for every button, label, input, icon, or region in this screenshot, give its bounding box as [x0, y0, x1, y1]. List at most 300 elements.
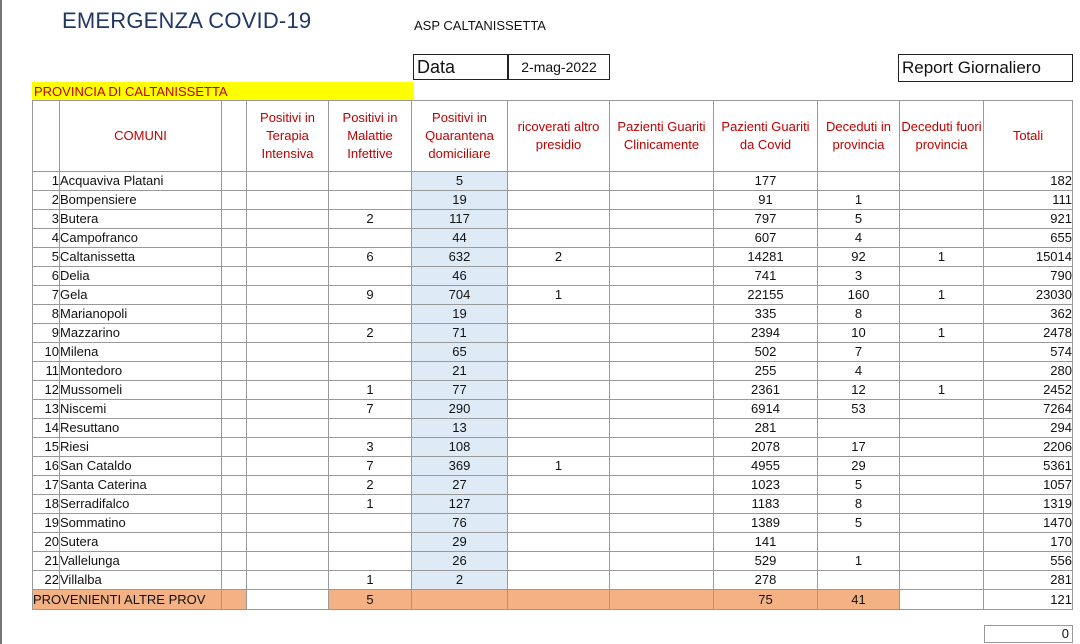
row-quarantena: 290	[412, 400, 508, 419]
row-deceduti-fuori	[900, 476, 984, 495]
row-terapia	[247, 533, 329, 552]
row-terapia	[247, 438, 329, 457]
row-guariti-clin	[610, 438, 714, 457]
row-totali: 790	[984, 267, 1073, 286]
row-quarantena: 127	[412, 495, 508, 514]
row-guariti-clin	[610, 552, 714, 571]
row-guariti-covid: 2394	[714, 324, 818, 343]
row-comune: Sutera	[60, 533, 222, 552]
row-malattie: 1	[329, 571, 412, 590]
row-spacer	[222, 438, 247, 457]
row-deceduti-in	[818, 419, 900, 438]
row-quarantena: 117	[412, 210, 508, 229]
date-label: Data	[413, 54, 508, 80]
row-deceduti-in: 1	[818, 191, 900, 210]
row-malattie	[329, 305, 412, 324]
provenienti-deceduti-fuori	[900, 590, 984, 610]
provenienti-spacer	[222, 590, 247, 610]
row-ricoverati	[508, 324, 610, 343]
row-quarantena: 632	[412, 248, 508, 267]
table-row	[33, 533, 1073, 552]
province-label: PROVINCIA DI CALTANISSETTA	[32, 82, 414, 100]
row-ricoverati	[508, 362, 610, 381]
row-spacer	[222, 267, 247, 286]
row-index: 17	[33, 476, 60, 495]
row-terapia	[247, 286, 329, 305]
row-terapia	[247, 248, 329, 267]
header-ricoverati: ricoverati altro presidio	[508, 101, 610, 172]
row-guariti-covid: 2361	[714, 381, 818, 400]
header-spacer	[222, 101, 247, 172]
row-guariti-clin	[610, 324, 714, 343]
row-guariti-covid: 1389	[714, 514, 818, 533]
row-deceduti-in	[818, 172, 900, 191]
row-deceduti-fuori: 1	[900, 324, 984, 343]
row-index: 20	[33, 533, 60, 552]
row-quarantena: 71	[412, 324, 508, 343]
row-malattie	[329, 419, 412, 438]
row-deceduti-fuori	[900, 457, 984, 476]
row-comune: Bompensiere	[60, 191, 222, 210]
row-malattie	[329, 362, 412, 381]
row-guariti-clin	[610, 172, 714, 191]
row-spacer	[222, 381, 247, 400]
row-spacer	[222, 324, 247, 343]
row-quarantena: 2	[412, 571, 508, 590]
row-malattie: 6	[329, 248, 412, 267]
row-comune: Butera	[60, 210, 222, 229]
table-row	[33, 362, 1073, 381]
row-totali: 170	[984, 533, 1073, 552]
row-deceduti-fuori	[900, 400, 984, 419]
row-totali: 362	[984, 305, 1073, 324]
header-row	[33, 101, 1073, 172]
table-row	[33, 381, 1073, 400]
row-deceduti-in: 29	[818, 457, 900, 476]
row-comune: Mazzarino	[60, 324, 222, 343]
row-guariti-clin	[610, 495, 714, 514]
row-index: 16	[33, 457, 60, 476]
row-totali: 921	[984, 210, 1073, 229]
row-deceduti-fuori	[900, 305, 984, 324]
row-totali: 281	[984, 571, 1073, 590]
row-quarantena: 29	[412, 533, 508, 552]
header-comuni: COMUNI	[60, 101, 222, 172]
row-deceduti-in: 10	[818, 324, 900, 343]
header-malattie: Positivi in Malattie Infettive	[329, 101, 412, 172]
row-spacer	[222, 476, 247, 495]
row-guariti-covid: 741	[714, 267, 818, 286]
table-row	[33, 305, 1073, 324]
row-index: 6	[33, 267, 60, 286]
table-row	[33, 248, 1073, 267]
row-terapia	[247, 191, 329, 210]
row-comune: Acquaviva Platani	[60, 172, 222, 191]
row-spacer	[222, 305, 247, 324]
header-totali: Totali	[984, 101, 1073, 172]
header-index-cell	[33, 101, 60, 172]
row-comune: San Cataldo	[60, 457, 222, 476]
date-value: 2-mag-2022	[508, 54, 610, 80]
row-deceduti-fuori	[900, 172, 984, 191]
row-terapia	[247, 400, 329, 419]
row-guariti-covid: 2078	[714, 438, 818, 457]
row-spacer	[222, 210, 247, 229]
row-spacer	[222, 457, 247, 476]
provenienti-ricoverati	[508, 590, 610, 610]
row-index: 21	[33, 552, 60, 571]
row-index: 22	[33, 571, 60, 590]
row-terapia	[247, 229, 329, 248]
header-quarantena: Positivi in Quarantena domiciliare	[412, 101, 508, 172]
row-ricoverati: 1	[508, 286, 610, 305]
row-comune: Serradifalco	[60, 495, 222, 514]
row-totali: 556	[984, 552, 1073, 571]
row-malattie: 1	[329, 381, 412, 400]
row-guariti-covid: 502	[714, 343, 818, 362]
row-malattie	[329, 191, 412, 210]
provenienti-deceduti-in: 41	[818, 590, 900, 610]
row-comune: Niscemi	[60, 400, 222, 419]
row-quarantena: 26	[412, 552, 508, 571]
table-row	[33, 210, 1073, 229]
row-malattie	[329, 229, 412, 248]
row-deceduti-fuori	[900, 419, 984, 438]
row-index: 4	[33, 229, 60, 248]
row-index: 3	[33, 210, 60, 229]
header-guariti-covid: Pazienti Guariti da Covid	[714, 101, 818, 172]
row-deceduti-fuori	[900, 229, 984, 248]
row-terapia	[247, 381, 329, 400]
table-row	[33, 400, 1073, 419]
row-ricoverati	[508, 438, 610, 457]
header-deceduti-fuori: Deceduti fuori provincia	[900, 101, 984, 172]
row-ricoverati	[508, 495, 610, 514]
row-guariti-covid: 141	[714, 533, 818, 552]
row-deceduti-fuori	[900, 533, 984, 552]
row-terapia	[247, 324, 329, 343]
row-spacer	[222, 419, 247, 438]
row-quarantena: 108	[412, 438, 508, 457]
provenienti-row	[33, 590, 1073, 610]
row-terapia	[247, 362, 329, 381]
row-comune: Santa Caterina	[60, 476, 222, 495]
left-border	[0, 0, 2, 644]
row-comune: Mussomeli	[60, 381, 222, 400]
row-comune: Gela	[60, 286, 222, 305]
row-index: 5	[33, 248, 60, 267]
row-ricoverati	[508, 343, 610, 362]
row-guariti-clin	[610, 191, 714, 210]
row-terapia	[247, 267, 329, 286]
row-malattie: 7	[329, 400, 412, 419]
row-ricoverati	[508, 571, 610, 590]
row-terapia	[247, 457, 329, 476]
row-deceduti-fuori	[900, 552, 984, 571]
row-deceduti-in: 4	[818, 362, 900, 381]
row-spacer	[222, 362, 247, 381]
row-ricoverati	[508, 305, 610, 324]
row-deceduti-in	[818, 533, 900, 552]
row-malattie	[329, 552, 412, 571]
row-deceduti-in: 4	[818, 229, 900, 248]
row-deceduti-in	[818, 571, 900, 590]
row-ricoverati	[508, 400, 610, 419]
row-malattie: 9	[329, 286, 412, 305]
header-guariti-clin: Pazienti Guariti Clinicamente	[610, 101, 714, 172]
row-quarantena: 704	[412, 286, 508, 305]
row-guariti-covid: 6914	[714, 400, 818, 419]
row-totali: 111	[984, 191, 1073, 210]
row-spacer	[222, 191, 247, 210]
row-terapia	[247, 305, 329, 324]
row-totali: 574	[984, 343, 1073, 362]
row-index: 8	[33, 305, 60, 324]
table-row	[33, 191, 1073, 210]
row-malattie	[329, 533, 412, 552]
row-malattie	[329, 514, 412, 533]
row-deceduti-fuori	[900, 571, 984, 590]
row-comune: Campofranco	[60, 229, 222, 248]
row-quarantena: 27	[412, 476, 508, 495]
row-guariti-clin	[610, 476, 714, 495]
row-totali: 182	[984, 172, 1073, 191]
row-index: 15	[33, 438, 60, 457]
row-spacer	[222, 533, 247, 552]
row-quarantena: 21	[412, 362, 508, 381]
row-guariti-covid: 14281	[714, 248, 818, 267]
row-spacer	[222, 571, 247, 590]
row-deceduti-fuori: 1	[900, 248, 984, 267]
row-totali: 5361	[984, 457, 1073, 476]
row-terapia	[247, 552, 329, 571]
row-guariti-clin	[610, 362, 714, 381]
row-comune: Marianopoli	[60, 305, 222, 324]
row-ricoverati: 2	[508, 248, 610, 267]
row-malattie: 1	[329, 495, 412, 514]
row-comune: Sommatino	[60, 514, 222, 533]
row-deceduti-in: 5	[818, 514, 900, 533]
row-index: 11	[33, 362, 60, 381]
row-guariti-covid: 281	[714, 419, 818, 438]
row-totali: 23030	[984, 286, 1073, 305]
provenienti-guariti-covid: 75	[714, 590, 818, 610]
row-ricoverati	[508, 419, 610, 438]
row-terapia	[247, 514, 329, 533]
row-terapia	[247, 419, 329, 438]
row-guariti-clin	[610, 457, 714, 476]
row-deceduti-fuori	[900, 191, 984, 210]
row-guariti-clin	[610, 305, 714, 324]
row-comune: Vallelunga	[60, 552, 222, 571]
table-row	[33, 476, 1073, 495]
row-spacer	[222, 514, 247, 533]
row-deceduti-in: 12	[818, 381, 900, 400]
row-quarantena: 77	[412, 381, 508, 400]
row-malattie: 2	[329, 210, 412, 229]
covid-table	[32, 100, 1073, 610]
row-spacer	[222, 172, 247, 191]
row-guariti-clin	[610, 419, 714, 438]
row-malattie: 2	[329, 324, 412, 343]
provenienti-guariti-clin	[610, 590, 714, 610]
row-totali: 280	[984, 362, 1073, 381]
row-ricoverati	[508, 476, 610, 495]
row-malattie: 7	[329, 457, 412, 476]
row-totali: 1470	[984, 514, 1073, 533]
row-deceduti-fuori	[900, 343, 984, 362]
row-guariti-clin	[610, 248, 714, 267]
row-spacer	[222, 343, 247, 362]
row-index: 9	[33, 324, 60, 343]
table-row	[33, 343, 1073, 362]
row-comune: Milena	[60, 343, 222, 362]
row-guariti-covid: 91	[714, 191, 818, 210]
row-deceduti-fuori	[900, 210, 984, 229]
table-row	[33, 172, 1073, 191]
row-quarantena: 65	[412, 343, 508, 362]
row-guariti-covid: 4955	[714, 457, 818, 476]
extra-total: 0	[984, 625, 1073, 643]
row-totali: 15014	[984, 248, 1073, 267]
row-ricoverati	[508, 552, 610, 571]
row-terapia	[247, 343, 329, 362]
row-guariti-covid: 1023	[714, 476, 818, 495]
row-index: 1	[33, 172, 60, 191]
provenienti-terapia	[247, 590, 329, 610]
row-guariti-clin	[610, 571, 714, 590]
row-guariti-clin	[610, 286, 714, 305]
row-guariti-covid: 797	[714, 210, 818, 229]
table-row	[33, 286, 1073, 305]
row-guariti-covid: 22155	[714, 286, 818, 305]
row-totali: 2206	[984, 438, 1073, 457]
row-spacer	[222, 552, 247, 571]
row-spacer	[222, 400, 247, 419]
row-guariti-clin	[610, 514, 714, 533]
table-row	[33, 438, 1073, 457]
row-index: 13	[33, 400, 60, 419]
row-malattie: 3	[329, 438, 412, 457]
row-deceduti-in: 7	[818, 343, 900, 362]
row-quarantena: 76	[412, 514, 508, 533]
header-terapia: Positivi in Terapia Intensiva	[247, 101, 329, 172]
row-spacer	[222, 248, 247, 267]
provenienti-label: PROVENIENTI ALTRE PROV	[33, 590, 222, 610]
row-deceduti-fuori	[900, 438, 984, 457]
row-comune: Caltanissetta	[60, 248, 222, 267]
row-totali: 655	[984, 229, 1073, 248]
row-quarantena: 13	[412, 419, 508, 438]
row-index: 7	[33, 286, 60, 305]
row-deceduti-in: 3	[818, 267, 900, 286]
row-ricoverati: 1	[508, 457, 610, 476]
row-ricoverati	[508, 210, 610, 229]
row-deceduti-fuori	[900, 514, 984, 533]
row-guariti-clin	[610, 381, 714, 400]
row-comune: Delia	[60, 267, 222, 286]
row-guariti-clin	[610, 343, 714, 362]
row-guariti-covid: 177	[714, 172, 818, 191]
row-deceduti-in: 160	[818, 286, 900, 305]
row-malattie	[329, 343, 412, 362]
row-totali: 7264	[984, 400, 1073, 419]
row-totali: 1057	[984, 476, 1073, 495]
row-guariti-covid: 529	[714, 552, 818, 571]
row-deceduti-in: 17	[818, 438, 900, 457]
table-row	[33, 514, 1073, 533]
header-deceduti-in: Deceduti in provincia	[818, 101, 900, 172]
row-guariti-covid: 1183	[714, 495, 818, 514]
row-ricoverati	[508, 191, 610, 210]
table-row	[33, 229, 1073, 248]
row-guariti-covid: 607	[714, 229, 818, 248]
row-guariti-clin	[610, 210, 714, 229]
row-comune: Resuttano	[60, 419, 222, 438]
row-ricoverati	[508, 267, 610, 286]
table-row	[33, 419, 1073, 438]
row-guariti-clin	[610, 400, 714, 419]
row-quarantena: 44	[412, 229, 508, 248]
row-index: 10	[33, 343, 60, 362]
row-spacer	[222, 229, 247, 248]
row-guariti-covid: 255	[714, 362, 818, 381]
row-deceduti-in: 5	[818, 210, 900, 229]
row-totali: 294	[984, 419, 1073, 438]
row-comune: Villalba	[60, 571, 222, 590]
row-deceduti-fuori: 1	[900, 381, 984, 400]
row-quarantena: 19	[412, 305, 508, 324]
row-spacer	[222, 286, 247, 305]
row-deceduti-in: 1	[818, 552, 900, 571]
table-row	[33, 324, 1073, 343]
row-ricoverati	[508, 381, 610, 400]
row-quarantena: 46	[412, 267, 508, 286]
row-comune: Montedoro	[60, 362, 222, 381]
row-deceduti-in: 5	[818, 476, 900, 495]
table-row	[33, 267, 1073, 286]
row-ricoverati	[508, 229, 610, 248]
row-spacer	[222, 495, 247, 514]
table-row	[33, 552, 1073, 571]
row-totali: 1319	[984, 495, 1073, 514]
row-malattie	[329, 267, 412, 286]
row-ricoverati	[508, 533, 610, 552]
table-row	[33, 571, 1073, 590]
row-index: 18	[33, 495, 60, 514]
row-comune: Riesi	[60, 438, 222, 457]
row-deceduti-in: 8	[818, 305, 900, 324]
row-malattie: 2	[329, 476, 412, 495]
row-terapia	[247, 172, 329, 191]
row-guariti-clin	[610, 533, 714, 552]
row-guariti-clin	[610, 229, 714, 248]
row-terapia	[247, 571, 329, 590]
row-quarantena: 369	[412, 457, 508, 476]
row-malattie	[329, 172, 412, 191]
row-terapia	[247, 495, 329, 514]
row-deceduti-in: 92	[818, 248, 900, 267]
row-ricoverati	[508, 514, 610, 533]
row-deceduti-fuori: 1	[900, 286, 984, 305]
row-deceduti-fuori	[900, 362, 984, 381]
row-terapia	[247, 210, 329, 229]
row-guariti-covid: 278	[714, 571, 818, 590]
row-ricoverati	[508, 172, 610, 191]
row-deceduti-fuori	[900, 495, 984, 514]
provenienti-quarantena	[412, 590, 508, 610]
provenienti-malattie: 5	[329, 590, 412, 610]
